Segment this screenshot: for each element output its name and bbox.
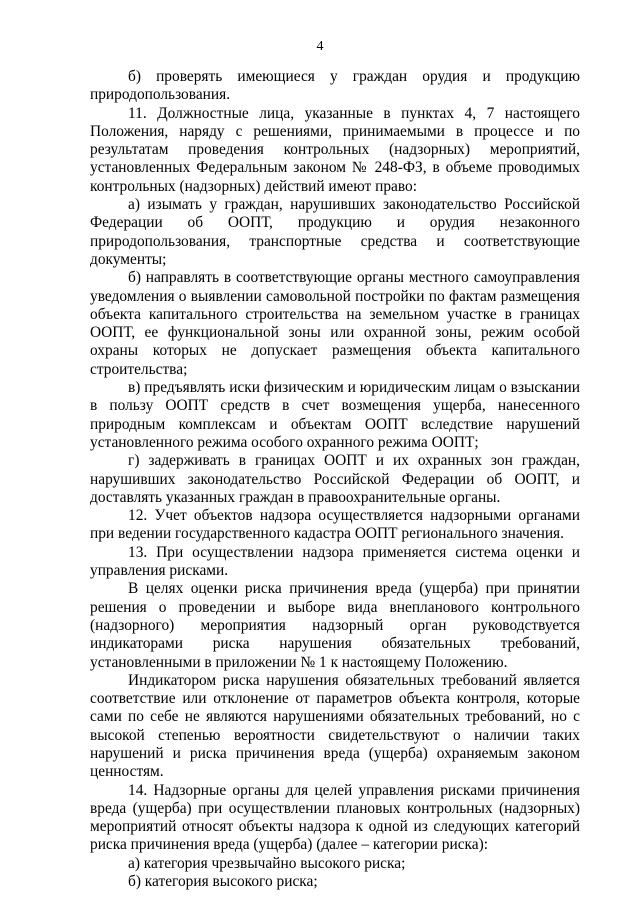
paragraph-10b: б) проверять имеющиеся у граждан орудия и продукцию природопользования. [90, 68, 580, 104]
paragraph-11a: а) изымать у граждан, нарушивших законодательство Российской Федерации об ООПТ, продукцию и орудия незаконного природопользования, транспортные средства и соответствующие документы; [90, 196, 580, 268]
paragraph-11g: г) задерживать в границах ООПТ и их охранных зон граждан, нарушивших законодательство Российской Федерации об ООПТ, и доставлять указанных граждан в правоохранительные органы. [90, 452, 580, 506]
paragraph-11v: в) предъявлять иски физическим и юридическим лицам о взыскании в пользу ООПТ средств в счет возмещения ущерба, нанесенного природным комплексам и объектам ООПТ вследствие нарушений установленного режима особого охранного режима ООПТ; [90, 379, 580, 451]
paragraph-11b: б) направлять в соответствующие органы местного самоуправления уведомления о выявлении самовольной постройки по фактам размещения объекта капитального строительства на земельном участке в границах ООПТ, ее функциональной зоны или охранной зоны, режим особой охраны которых не допускает размещения объекта капитального строительства; [90, 269, 580, 378]
paragraph-11: 11. Должностные лица, указанные в пунктах 4, 7 настоящего Положения, наряду с решениями, принимаемыми в процессе и по результатам проведения контрольных (надзорных) мероприятий, установленных Федеральным законом № 248-ФЗ, в объеме проводимых контрольных (надзорных) действий имеют право: [90, 104, 580, 195]
paragraph-13-risk-indicator: Индикатором риска нарушения обязательных требований является соответствие или отклонение от параметров объекта контроля, которые сами по себе не являются нарушениями обязательных требований, но с высокой степенью вероятности свидетельствуют о наличии таких нарушений и риска причинения вреда (ущерба) охраняемым законом ценностям. [90, 671, 580, 781]
paragraph-12: 12. Учет объектов надзора осуществляется надзорными органами при ведении государственного кадастра ООПТ регионального значения. [90, 507, 580, 543]
paragraph-14a: а) категория чрезвычайно высокого риска; [128, 854, 406, 872]
page-number: 4 [316, 39, 324, 54]
paragraph-13-risk-assessment: В целях оценки риска причинения вреда (ущерба) при принятии решения о проведении и выборе вида внепланового контрольного (надзорного) мероприятия надзорный орган руководствуется индикаторами риска нарушения обязательных требований, установленными в приложении № 1 к настоящему Положению. [90, 580, 580, 671]
document-body [90, 68, 580, 891]
paragraph-14: 14. Надзорные органы для целей управления рисками причинения вреда (ущерба) при осуществлении плановых контрольных (надзорных) мероприятий относят объекты надзора к одной из следующих категорий риска причинения вреда (ущерба) (далее – категории риска): [90, 781, 580, 854]
paragraph-14b: б) категория высокого риска; [128, 873, 318, 891]
paragraph-13: 13. При осуществлении надзора применяется система оценки и управления рисками. [90, 543, 580, 580]
